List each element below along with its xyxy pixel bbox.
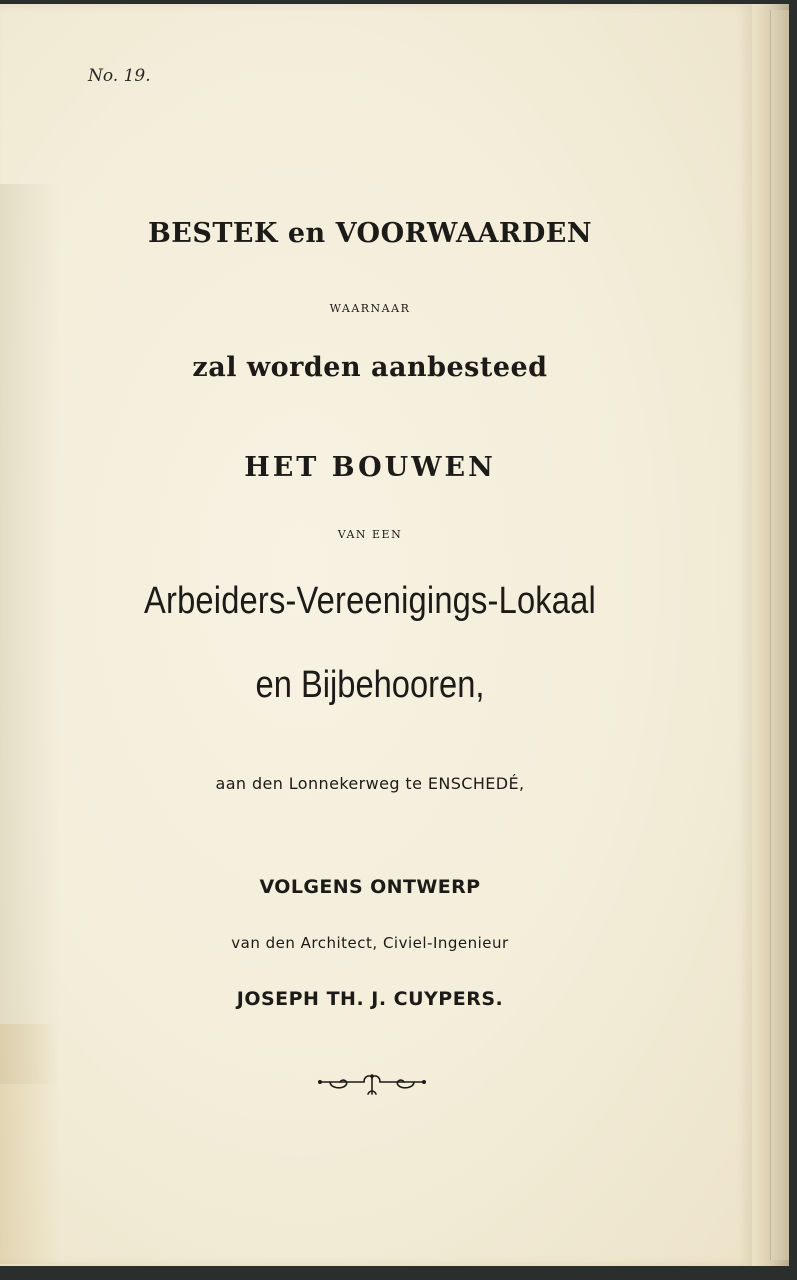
subtitle-het-bouwen: HET BOUWEN [244,452,496,483]
paper-stain-bottom [0,1024,60,1264]
title-page [0,4,752,1266]
architect-line: van den Architect, Civiel-Ingenieur [231,934,509,952]
building-name: Arbeiders-Vereenigings-Lokaal [144,580,596,622]
building-name-continued: en Bijbehooren, [255,664,485,706]
scroll-ornament-icon [316,1068,428,1098]
book-back-pages [770,10,789,1260]
connector-waarnaar: WAARNAAR [329,302,411,315]
subtitle-aanbesteed: zal worden aanbesteed [192,352,548,383]
document-number: No. 19. [88,66,151,86]
location-line: aan den Lonnekerweg te ENSCHEDÉ, [215,774,525,793]
architect-name: JOSEPH TH. J. CUYPERS. [236,988,504,1010]
design-heading: VOLGENS ONTWERP [259,876,481,898]
connector-van-een: VAN EEN [337,528,403,541]
document-title: BESTEK en VOORWAARDEN [147,218,593,249]
